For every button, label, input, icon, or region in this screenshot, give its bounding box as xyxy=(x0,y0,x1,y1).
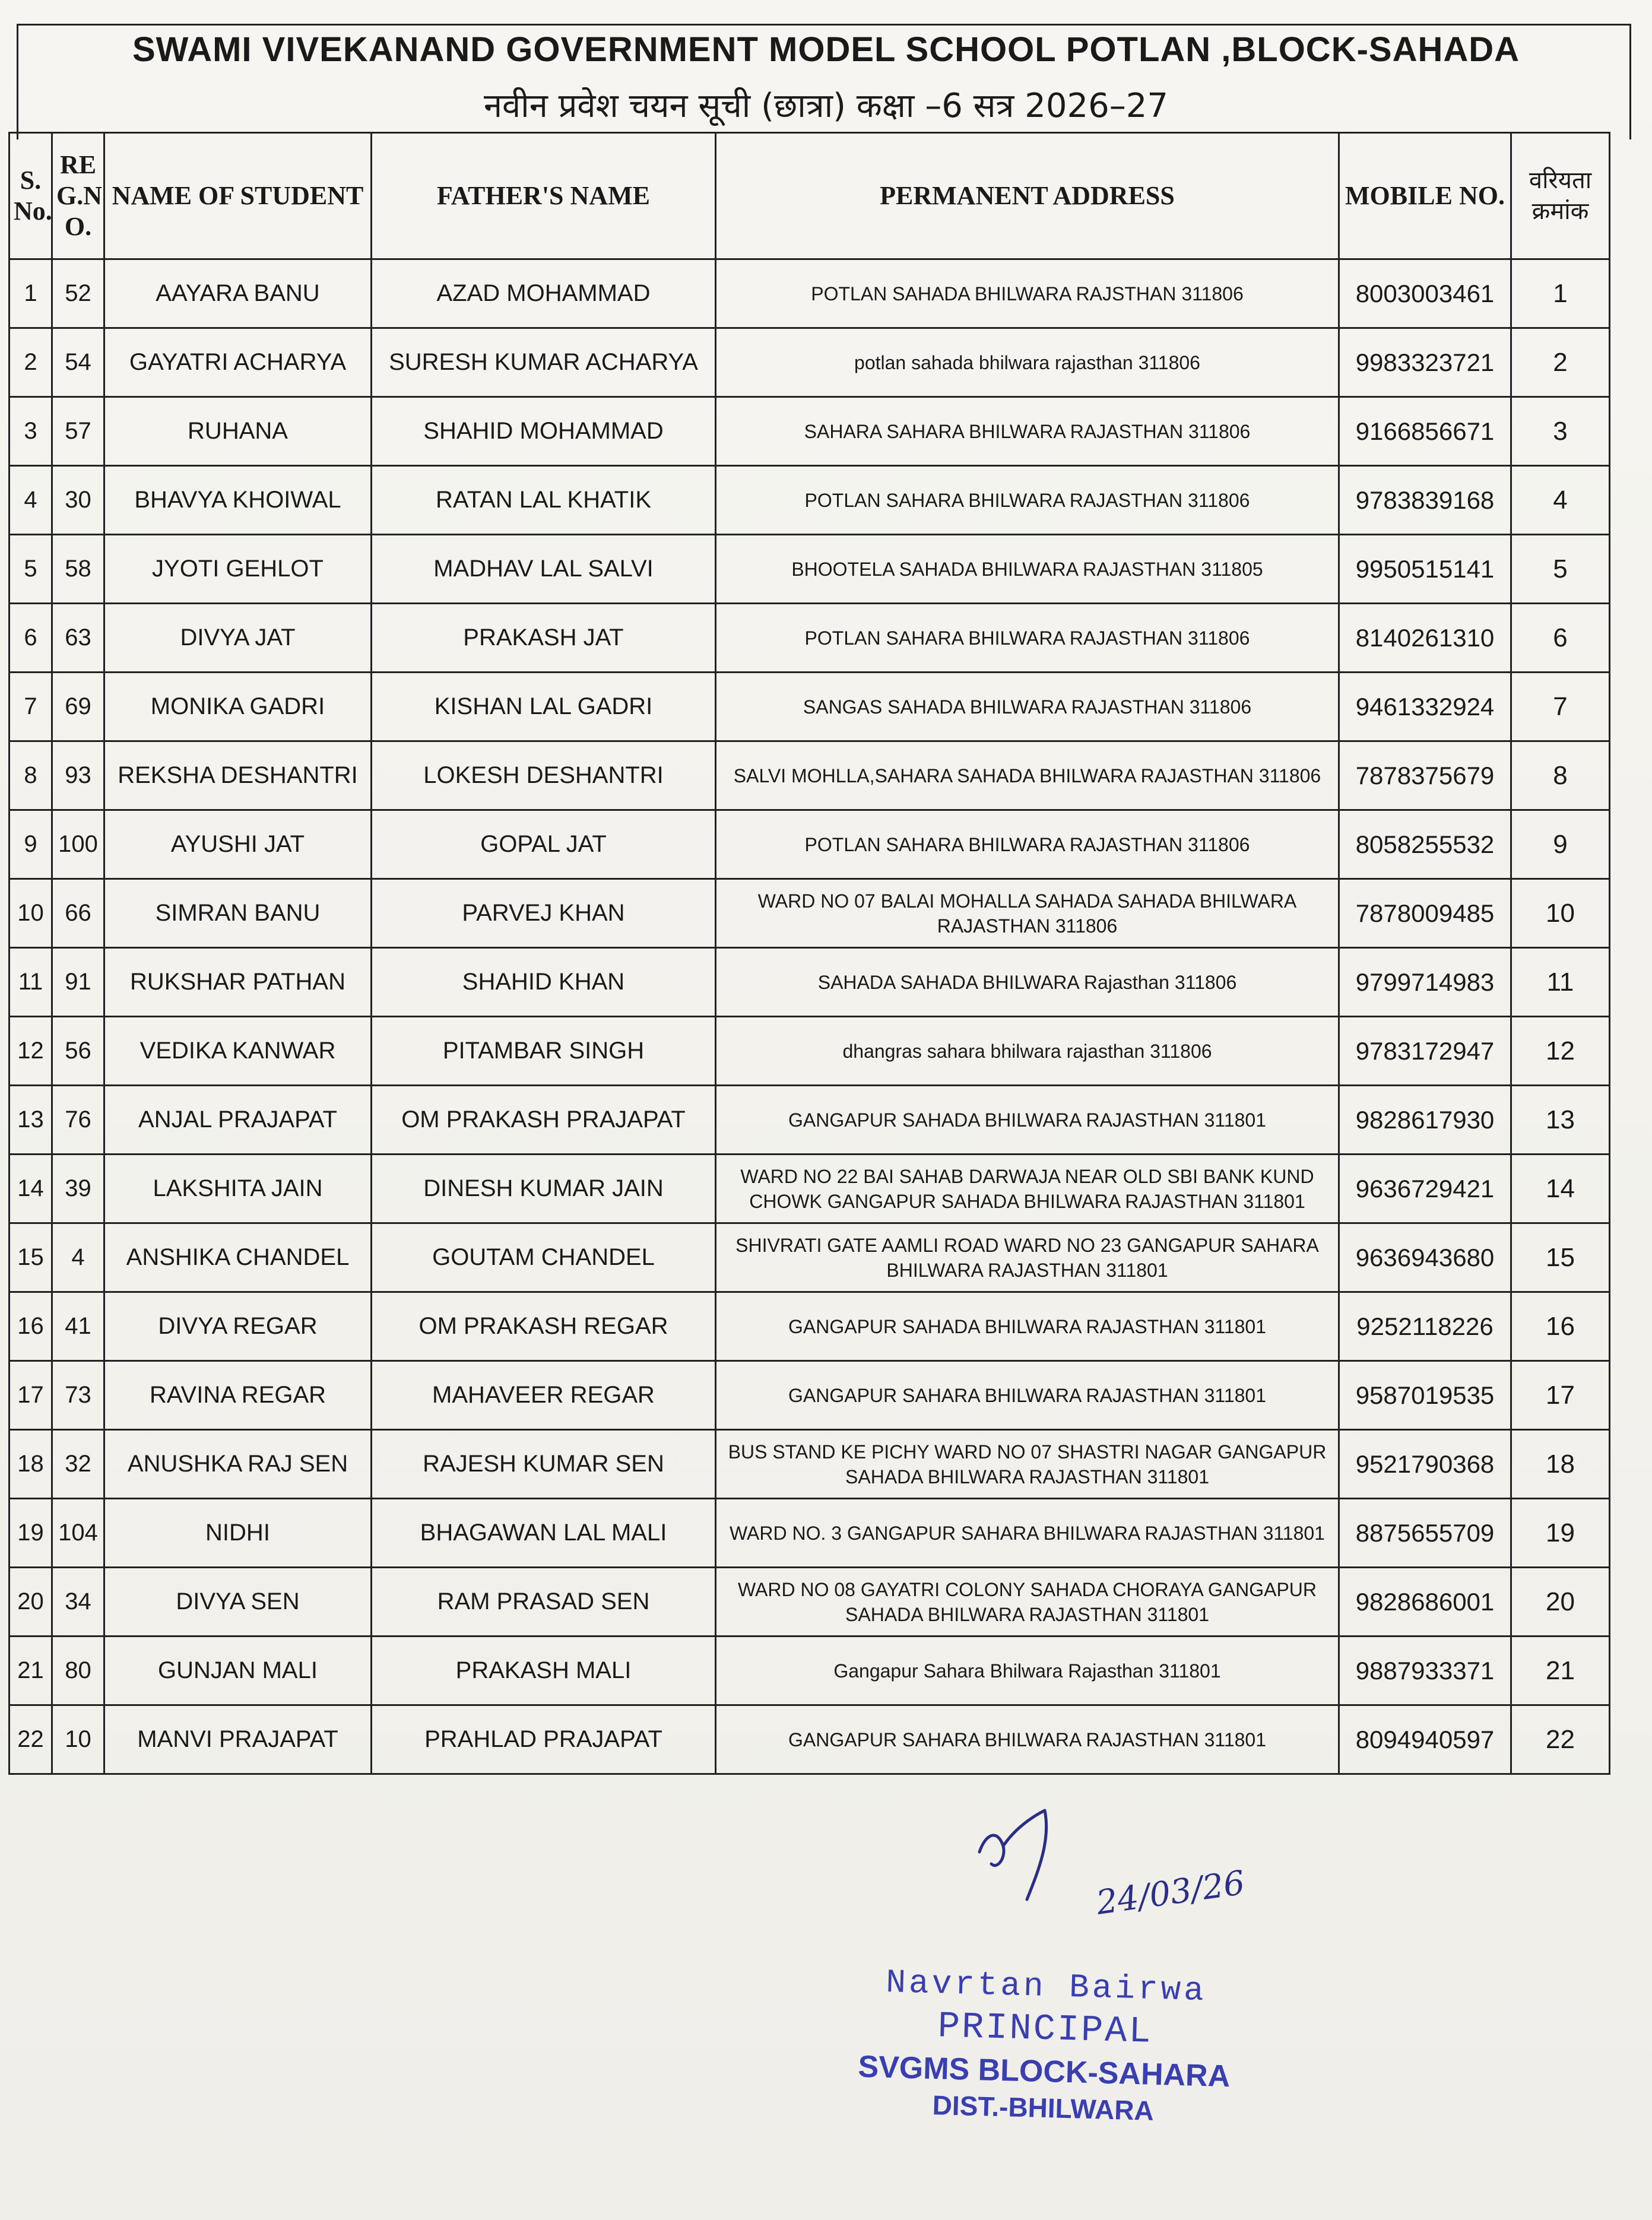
cell-sno: 11 xyxy=(9,948,52,1017)
cell-student-name: MONIKA GADRI xyxy=(104,673,372,741)
cell-mobile: 9166856671 xyxy=(1339,397,1511,466)
cell-mobile: 9799714983 xyxy=(1339,948,1511,1017)
cell-address: SAHADA SAHADA BHILWARA Rajasthan 311806 xyxy=(716,948,1339,1017)
cell-father-name: PRAKASH MALI xyxy=(372,1637,716,1705)
cell-student-name: SIMRAN BANU xyxy=(104,879,372,948)
cell-rank: 21 xyxy=(1511,1637,1610,1705)
col-header-father-name: FATHER'S NAME xyxy=(372,133,716,259)
cell-reg-no: 56 xyxy=(52,1017,104,1086)
cell-student-name: RUKSHAR PATHAN xyxy=(104,948,372,1017)
cell-mobile: 8003003461 xyxy=(1339,259,1511,328)
table-row xyxy=(9,1568,1610,1637)
table-body xyxy=(9,259,1610,1774)
col-header-reg-no: RE G.N O. xyxy=(52,133,104,259)
cell-rank: 10 xyxy=(1511,879,1610,948)
cell-reg-no: 93 xyxy=(52,741,104,810)
cell-student-name: DIVYA REGAR xyxy=(104,1292,372,1361)
cell-address: WARD NO. 3 GANGAPUR SAHARA BHILWARA RAJASTHAN 311801 xyxy=(716,1499,1339,1568)
cell-father-name: BHAGAWAN LAL MALI xyxy=(372,1499,716,1568)
cell-father-name: OM PRAKASH REGAR xyxy=(372,1292,716,1361)
cell-student-name: ANJAL PRAJAPAT xyxy=(104,1086,372,1155)
cell-mobile: 9887933371 xyxy=(1339,1637,1511,1705)
cell-rank: 1 xyxy=(1511,259,1610,328)
cell-reg-no: 104 xyxy=(52,1499,104,1568)
cell-reg-no: 58 xyxy=(52,535,104,604)
cell-father-name: RAM PRASAD SEN xyxy=(372,1568,716,1637)
cell-student-name: ANSHIKA CHANDEL xyxy=(104,1223,372,1292)
cell-rank: 2 xyxy=(1511,328,1610,397)
cell-sno: 21 xyxy=(9,1637,52,1705)
cell-mobile: 8058255532 xyxy=(1339,810,1511,879)
cell-mobile: 9521790368 xyxy=(1339,1430,1511,1499)
table-row xyxy=(9,259,1610,328)
cell-sno: 14 xyxy=(9,1155,52,1223)
cell-address: Gangapur Sahara Bhilwara Rajasthan 311801 xyxy=(716,1637,1339,1705)
table-row xyxy=(9,1430,1610,1499)
cell-reg-no: 63 xyxy=(52,604,104,673)
cell-student-name: VEDIKA KANWAR xyxy=(104,1017,372,1086)
cell-father-name: PRAHLAD PRAJAPAT xyxy=(372,1705,716,1774)
table-row xyxy=(9,1017,1610,1086)
cell-rank: 18 xyxy=(1511,1430,1610,1499)
table-row xyxy=(9,1223,1610,1292)
cell-rank: 9 xyxy=(1511,810,1610,879)
table-row xyxy=(9,1155,1610,1223)
cell-address: WARD NO 07 BALAI MOHALLA SAHADA SAHADA BHILWARA RAJASTHAN 311806 xyxy=(716,879,1339,948)
stamp-school: SVGMS BLOCK-SAHARA xyxy=(857,2049,1231,2094)
cell-reg-no: 34 xyxy=(52,1568,104,1637)
cell-sno: 13 xyxy=(9,1086,52,1155)
cell-reg-no: 91 xyxy=(52,948,104,1017)
cell-father-name: GOPAL JAT xyxy=(372,810,716,879)
cell-address: SAHARA SAHARA BHILWARA RAJASTHAN 311806 xyxy=(716,397,1339,466)
cell-address: WARD NO 22 BAI SAHAB DARWAJA NEAR OLD SBI BANK KUND CHOWK GANGAPUR SAHADA BHILWARA RAJASTHAN 311801 xyxy=(716,1155,1339,1223)
cell-rank: 20 xyxy=(1511,1568,1610,1637)
cell-address: POTLAN SAHADA BHILWARA RAJSTHAN 311806 xyxy=(716,259,1339,328)
table-row xyxy=(9,1705,1610,1774)
table-row xyxy=(9,1499,1610,1568)
cell-rank: 11 xyxy=(1511,948,1610,1017)
cell-student-name: DIVYA SEN xyxy=(104,1568,372,1637)
col-header-sno: S. No. xyxy=(9,133,52,259)
cell-reg-no: 41 xyxy=(52,1292,104,1361)
cell-student-name: MANVI PRAJAPAT xyxy=(104,1705,372,1774)
cell-rank: 15 xyxy=(1511,1223,1610,1292)
school-title: SWAMI VIVEKANAND GOVERNMENT MODEL SCHOOL POTLAN ,BLOCK-SAHADA xyxy=(132,30,1520,69)
cell-student-name: JYOTI GEHLOT xyxy=(104,535,372,604)
header-row xyxy=(9,133,1610,259)
table-row xyxy=(9,1361,1610,1430)
cell-rank: 17 xyxy=(1511,1361,1610,1430)
cell-reg-no: 57 xyxy=(52,397,104,466)
table-row xyxy=(9,810,1610,879)
cell-father-name: AZAD MOHAMMAD xyxy=(372,259,716,328)
cell-mobile: 9983323721 xyxy=(1339,328,1511,397)
cell-student-name: GUNJAN MALI xyxy=(104,1637,372,1705)
cell-mobile: 9783839168 xyxy=(1339,466,1511,535)
cell-sno: 9 xyxy=(9,810,52,879)
cell-reg-no: 100 xyxy=(52,810,104,879)
cell-rank: 7 xyxy=(1511,673,1610,741)
cell-sno: 22 xyxy=(9,1705,52,1774)
selection-table xyxy=(8,132,1610,1775)
col-header-address: PERMANENT ADDRESS xyxy=(716,133,1339,259)
cell-mobile: 9587019535 xyxy=(1339,1361,1511,1430)
cell-sno: 16 xyxy=(9,1292,52,1361)
stamp-designation: PRINCIPAL xyxy=(937,2005,1153,2053)
signature-date: 24/03/26 xyxy=(1093,1863,1248,1923)
cell-father-name: MADHAV LAL SALVI xyxy=(372,535,716,604)
cell-student-name: RAVINA REGAR xyxy=(104,1361,372,1430)
cell-student-name: AYUSHI JAT xyxy=(104,810,372,879)
cell-student-name: BHAVYA KHOIWAL xyxy=(104,466,372,535)
cell-mobile: 9828686001 xyxy=(1339,1568,1511,1637)
cell-rank: 22 xyxy=(1511,1705,1610,1774)
cell-address: SHIVRATI GATE AAMLI ROAD WARD NO 23 GANGAPUR SAHARA BHILWARA RAJASTHAN 311801 xyxy=(716,1223,1339,1292)
cell-rank: 3 xyxy=(1511,397,1610,466)
cell-mobile: 7878009485 xyxy=(1339,879,1511,948)
cell-sno: 4 xyxy=(9,466,52,535)
cell-student-name: GAYATRI ACHARYA xyxy=(104,328,372,397)
cell-reg-no: 4 xyxy=(52,1223,104,1292)
cell-mobile: 8094940597 xyxy=(1339,1705,1511,1774)
cell-father-name: OM PRAKASH PRAJAPAT xyxy=(372,1086,716,1155)
cell-rank: 16 xyxy=(1511,1292,1610,1361)
cell-student-name: LAKSHITA JAIN xyxy=(104,1155,372,1223)
cell-father-name: SURESH KUMAR ACHARYA xyxy=(372,328,716,397)
list-title: नवीन प्रवेश चयन सूची (छात्रा) कक्षा –6 सत्र 2026–27 xyxy=(483,87,1169,125)
cell-rank: 6 xyxy=(1511,604,1610,673)
cell-address: SANGAS SAHADA BHILWARA RAJASTHAN 311806 xyxy=(716,673,1339,741)
cell-mobile: 8875655709 xyxy=(1339,1499,1511,1568)
table-row xyxy=(9,604,1610,673)
cell-reg-no: 76 xyxy=(52,1086,104,1155)
cell-student-name: REKSHA DESHANTRI xyxy=(104,741,372,810)
cell-sno: 12 xyxy=(9,1017,52,1086)
table-row xyxy=(9,397,1610,466)
cell-address: POTLAN SAHARA BHILWARA RAJASTHAN 311806 xyxy=(716,604,1339,673)
cell-sno: 18 xyxy=(9,1430,52,1499)
cell-sno: 17 xyxy=(9,1361,52,1430)
cell-rank: 19 xyxy=(1511,1499,1610,1568)
cell-address: GANGAPUR SAHADA BHILWARA RAJASTHAN 311801 xyxy=(716,1086,1339,1155)
cell-address: POTLAN SAHARA BHILWARA RAJASTHAN 311806 xyxy=(716,466,1339,535)
cell-reg-no: 10 xyxy=(52,1705,104,1774)
cell-father-name: GOUTAM CHANDEL xyxy=(372,1223,716,1292)
table-row xyxy=(9,948,1610,1017)
cell-address: SALVI MOHLLA,SAHARA SAHADA BHILWARA RAJASTHAN 311806 xyxy=(716,741,1339,810)
cell-mobile: 7878375679 xyxy=(1339,741,1511,810)
cell-mobile: 9636729421 xyxy=(1339,1155,1511,1223)
col-header-student-name: NAME OF STUDENT xyxy=(104,133,372,259)
cell-rank: 4 xyxy=(1511,466,1610,535)
cell-reg-no: 32 xyxy=(52,1430,104,1499)
cell-sno: 10 xyxy=(9,879,52,948)
stamp-district: DIST.-BHILWARA xyxy=(932,2089,1155,2126)
table-row xyxy=(9,741,1610,810)
table-row xyxy=(9,328,1610,397)
cell-student-name: RUHANA xyxy=(104,397,372,466)
cell-sno: 8 xyxy=(9,741,52,810)
cell-father-name: MAHAVEER REGAR xyxy=(372,1361,716,1430)
cell-student-name: NIDHI xyxy=(104,1499,372,1568)
col-header-mobile: MOBILE NO. xyxy=(1339,133,1511,259)
table-row xyxy=(9,1086,1610,1155)
cell-reg-no: 69 xyxy=(52,673,104,741)
cell-father-name: PRAKASH JAT xyxy=(372,604,716,673)
cell-mobile: 9461332924 xyxy=(1339,673,1511,741)
cell-rank: 5 xyxy=(1511,535,1610,604)
cell-address: GANGAPUR SAHARA BHILWARA RAJASTHAN 311801 xyxy=(716,1361,1339,1430)
cell-sno: 1 xyxy=(9,259,52,328)
cell-mobile: 9783172947 xyxy=(1339,1017,1511,1086)
cell-address: dhangras sahara bhilwara rajasthan 311806 xyxy=(716,1017,1339,1086)
principal-signature xyxy=(962,1804,1248,1953)
cell-reg-no: 73 xyxy=(52,1361,104,1430)
stamp-name: Navrtan Bairwa xyxy=(885,1963,1207,2010)
table-row xyxy=(9,1637,1610,1705)
cell-sno: 15 xyxy=(9,1223,52,1292)
cell-sno: 2 xyxy=(9,328,52,397)
cell-address: GANGAPUR SAHARA BHILWARA RAJASTHAN 311801 xyxy=(716,1705,1339,1774)
cell-father-name: PARVEJ KHAN xyxy=(372,879,716,948)
cell-address: WARD NO 08 GAYATRI COLONY SAHADA CHORAYA GANGAPUR SAHADA BHILWARA RAJASTHAN 311801 xyxy=(716,1568,1339,1637)
cell-reg-no: 30 xyxy=(52,466,104,535)
cell-father-name: SHAHID KHAN xyxy=(372,948,716,1017)
table-row xyxy=(9,673,1610,741)
cell-reg-no: 39 xyxy=(52,1155,104,1223)
cell-student-name: DIVYA JAT xyxy=(104,604,372,673)
cell-rank: 8 xyxy=(1511,741,1610,810)
cell-father-name: LOKESH DESHANTRI xyxy=(372,741,716,810)
cell-rank: 12 xyxy=(1511,1017,1610,1086)
cell-father-name: PITAMBAR SINGH xyxy=(372,1017,716,1086)
col-header-rank: वरियता क्रमांक xyxy=(1511,133,1610,259)
cell-sno: 7 xyxy=(9,673,52,741)
table-row xyxy=(9,879,1610,948)
cell-reg-no: 52 xyxy=(52,259,104,328)
cell-reg-no: 80 xyxy=(52,1637,104,1705)
cell-rank: 14 xyxy=(1511,1155,1610,1223)
principal-stamp xyxy=(817,1962,1273,2130)
table-row xyxy=(9,1292,1610,1361)
cell-father-name: SHAHID MOHAMMAD xyxy=(372,397,716,466)
cell-sno: 3 xyxy=(9,397,52,466)
cell-mobile: 8140261310 xyxy=(1339,604,1511,673)
cell-rank: 13 xyxy=(1511,1086,1610,1155)
cell-sno: 6 xyxy=(9,604,52,673)
cell-address: GANGAPUR SAHADA BHILWARA RAJASTHAN 311801 xyxy=(716,1292,1339,1361)
cell-sno: 20 xyxy=(9,1568,52,1637)
cell-student-name: ANUSHKA RAJ SEN xyxy=(104,1430,372,1499)
cell-mobile: 9950515141 xyxy=(1339,535,1511,604)
cell-address: potlan sahada bhilwara rajasthan 311806 xyxy=(716,328,1339,397)
cell-mobile: 9828617930 xyxy=(1339,1086,1511,1155)
cell-father-name: RATAN LAL KHATIK xyxy=(372,466,716,535)
table-row xyxy=(9,535,1610,604)
cell-father-name: RAJESH KUMAR SEN xyxy=(372,1430,716,1499)
cell-student-name: AAYARA BANU xyxy=(104,259,372,328)
table-row xyxy=(9,466,1610,535)
cell-sno: 19 xyxy=(9,1499,52,1568)
cell-address: BUS STAND KE PICHY WARD NO 07 SHASTRI NAGAR GANGAPUR SAHADA BHILWARA RAJASTHAN 311801 xyxy=(716,1430,1339,1499)
cell-sno: 5 xyxy=(9,535,52,604)
cell-mobile: 9252118226 xyxy=(1339,1292,1511,1361)
cell-address: BHOOTELA SAHADA BHILWARA RAJASTHAN 311805 xyxy=(716,535,1339,604)
cell-father-name: DINESH KUMAR JAIN xyxy=(372,1155,716,1223)
cell-mobile: 9636943680 xyxy=(1339,1223,1511,1292)
cell-father-name: KISHAN LAL GADRI xyxy=(372,673,716,741)
cell-reg-no: 66 xyxy=(52,879,104,948)
cell-address: POTLAN SAHARA BHILWARA RAJASTHAN 311806 xyxy=(716,810,1339,879)
cell-reg-no: 54 xyxy=(52,328,104,397)
